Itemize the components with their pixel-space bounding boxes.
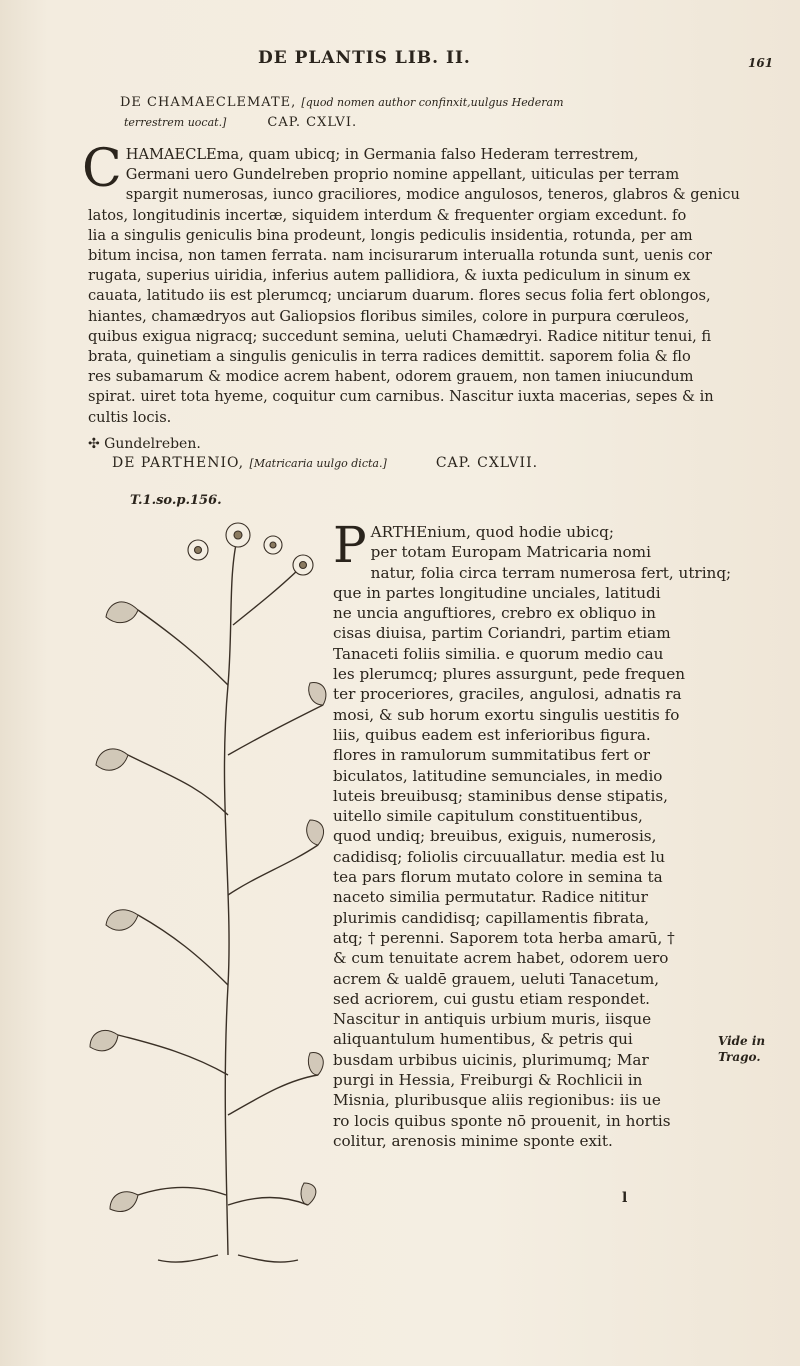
- text-line: liis, quibus eadem est inferioribus figura.: [333, 725, 651, 744]
- chapter-147-title-text: DE PARTHENIO,: [112, 455, 245, 471]
- dropcap-c: C: [82, 139, 122, 199]
- text-line: cisas diuisa, partim Coriandri, partim etiam: [333, 624, 671, 643]
- text-line: busdam urbibus uicinis, plurimumq; Mar: [333, 1050, 649, 1069]
- text-line: Nascitur in antiquis urbium muris, iisque: [333, 1010, 652, 1029]
- text-line: ne uncia anguftiores, crebro ex obliquo in: [333, 604, 656, 623]
- text-line: brata, quinetiam a singulis geniculis in terra radices demittit. saporem folia & flo: [88, 348, 691, 366]
- text-line: & cum tenuitate acrem habet, odorem uero: [333, 949, 669, 968]
- text-line: spirat. uiret tota hyeme, coquitur cum carnibus. Nascitur iuxta macerias, sepes & in: [88, 388, 714, 406]
- chapter-146-title-note: [quod nomen author confinxit,uulgus Hederam: [301, 96, 564, 109]
- text-line: quod undiq; breuibus, exiguis, numerosis,: [333, 827, 657, 846]
- text-line: les plerumcq; plures assurgunt, pede frequen: [333, 665, 685, 684]
- marginal-mark: ✣ Gundelreben.: [88, 436, 201, 452]
- text-line: naceto similia permutatur. Radice nititur: [333, 888, 648, 907]
- text-line: cadidisq; foliolis circuuallatur. media est lu: [333, 847, 665, 866]
- text-line: ARTHEnium, quod hodie ubicq;: [370, 523, 614, 541]
- text-line: lia a singulis geniculis bina prodeunt, longis pediculis insidentia, rotunda, per am: [88, 226, 693, 244]
- text-line: HAMAECLEma, quam ubicq; in Germania falso Hederam terrestrem,: [125, 146, 639, 163]
- page-number: 161: [748, 56, 774, 70]
- chapter-147-text: [333, 516, 732, 1151]
- text-line: ter proceriores, graciles, angulosi, adnatis ra: [333, 685, 682, 704]
- chapter-146-text: [82, 139, 753, 428]
- dropcap-p: P: [333, 516, 367, 574]
- text-line: natur, folia circa terram numerosa fert, utrinq;: [370, 563, 732, 582]
- text-line: mosi, & sub horum exortu singulis uestitis fo: [333, 705, 680, 724]
- text-line: spargit numerosas, iunco graciliores, modice angulosos, teneros, glabros & genicu: [125, 186, 740, 204]
- text-line: cultis locis.: [88, 408, 172, 426]
- margin-note: [718, 1033, 765, 1065]
- text-line: latos, longitudinis incertæ, siquidem interdum & frequenter orgiam excedunt. fo: [88, 206, 687, 224]
- text-line: cauata, latitudo iis est plerumcq; unciarum duarum. flores secus folia fert oblongos,: [88, 287, 711, 305]
- text-line: luteis breuibusq; staminibus dense stipatis,: [333, 786, 668, 805]
- text-line: acrem & ualdē grauem, ueluti Tanacetum,: [333, 969, 660, 988]
- text-line: Misnia, pluribusque aliis regionibus: iis ue: [333, 1091, 661, 1110]
- text-line: hiantes, chamædryos aut Galiopsios floribus similes, colore in purpura cœruleos,: [88, 307, 690, 325]
- feverfew-plant-illustration: [78, 515, 333, 1275]
- text-line: plurimis candidisq; capillamentis fibrata,: [333, 908, 650, 927]
- chapter-146-cap: CAP. CXLVI.: [267, 115, 358, 130]
- text-line: bitum incisa, non tamen ferrata. nam incisurarum interualla rotunda sunt, uenis cor: [88, 247, 712, 265]
- text-line: que in partes longitudine unciales, latitudi: [333, 583, 661, 602]
- text-line: aliquantulum humentibus, & petris qui: [333, 1030, 633, 1049]
- chapter-146-title-text: DE CHAMAECLEMATE,: [120, 95, 297, 110]
- text-line: colitur, arenosis minime sponte exit.: [333, 1131, 613, 1150]
- figure-reference: T.1.so.p.156.: [130, 493, 222, 508]
- text-line: purgi in Hessia, Freiburgi & Rochlicii in: [333, 1071, 643, 1090]
- text-line: sed acriorem, cui gustu etiam respondet.: [333, 989, 651, 1008]
- text-line: biculatos, latitudine semunciales, in medio: [333, 766, 663, 785]
- chapter-147-title: [112, 455, 538, 471]
- chapter-146-title: [120, 95, 564, 110]
- text-line: atq; † perenni. Saporem tota herba amarū, †: [333, 928, 675, 947]
- text-line: Tanaceti foliis similia. e quorum medio cau: [333, 644, 664, 663]
- margin-note-line: Vide in: [718, 1034, 766, 1048]
- chapter-147-cap: CAP. CXLVII.: [435, 455, 539, 471]
- chapter-146-title-note-2: terrestrem uocat.]: [124, 116, 227, 129]
- text-line: Germani uero Gundelreben proprio nomine appellant, uiticulas per terram: [125, 166, 680, 184]
- text-line: ro locis quibus sponte nō prouenit, in hortis: [333, 1111, 671, 1130]
- text-line: per totam Europam Matricaria nomi: [370, 543, 651, 562]
- text-line: tea pars florum mutato colore in semina ta: [333, 868, 663, 887]
- catchword: l: [622, 1190, 628, 1206]
- margin-note-line: Trago.: [718, 1050, 761, 1064]
- running-head: DE PLANTIS LIB. II.: [258, 48, 471, 68]
- chapter-146-subtitle: [124, 115, 357, 130]
- text-line: quibus exigua nigracq; succedunt semina, ueluti Chamædryi. Radice nititur tenui, fi: [88, 327, 712, 345]
- chapter-147-title-note: [Matricaria uulgo dicta.]: [249, 457, 387, 470]
- text-line: res subamarum & modice acrem habent, odorem grauem, non tamen iniucundum: [88, 368, 694, 386]
- text-line: uitello simile capitulum constituentibus,: [333, 807, 643, 826]
- text-line: flores in ramulorum summitatibus fert or: [333, 746, 651, 765]
- text-line: rugata, superius uiridia, inferius autem pallidiora, & iuxta pediculum in sinum ex: [88, 267, 691, 285]
